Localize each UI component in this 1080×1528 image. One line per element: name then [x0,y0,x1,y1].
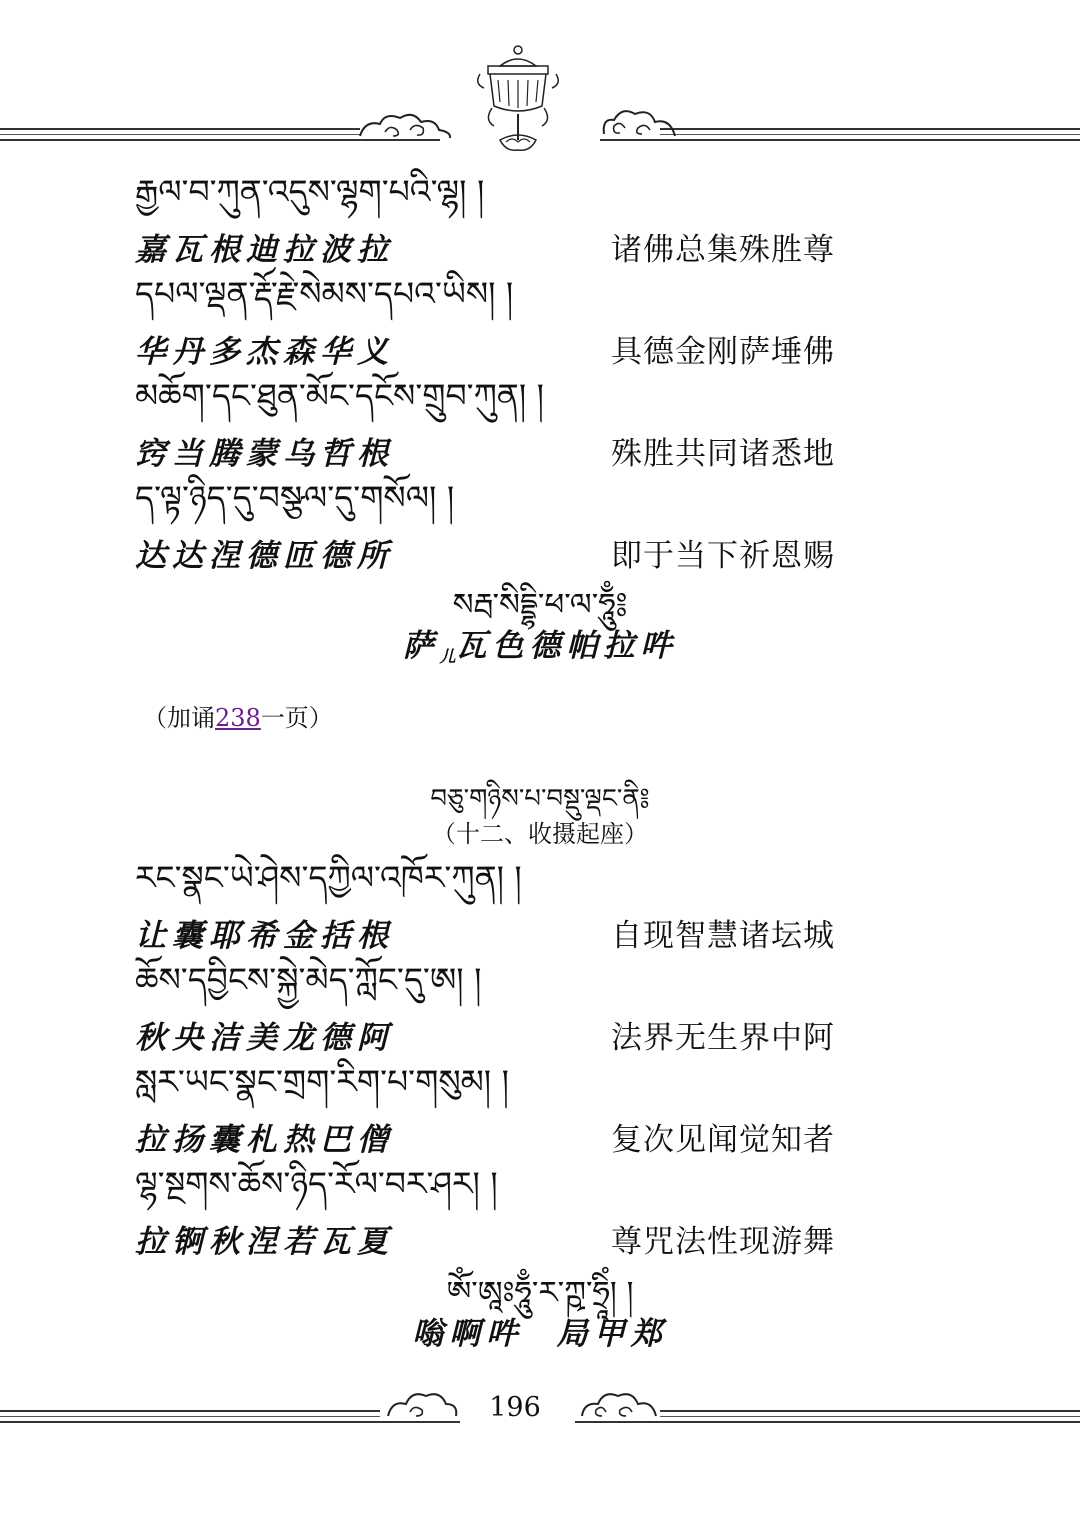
verse-line [135,1060,845,1162]
verse-line [135,374,845,476]
recitation-note [143,698,333,733]
tibetan-line: ད་ལྟ་ཉིད་དུ་བསྩལ་དུ་གསོལ། ། [135,478,455,517]
phonetic-line: 嘉瓦根迪拉波拉 [135,231,394,268]
page-number: 196 [489,1392,541,1423]
verse-line [135,170,845,272]
tibetan-line: སླར་ཡང་སྣང་གྲག་རིག་པ་གསུམ། ། [135,1062,509,1101]
note-prefix: （加诵 [143,704,215,732]
mantra-phonetic-small: 儿 [439,647,456,666]
phonetic-line: 拉锕秋涅若瓦夏 [135,1223,394,1260]
tibetan-line: ཆོས་དབྱིངས་སྐྱེ་མེད་ཀློང་དུ་ཨ། ། [135,960,482,999]
mantra-phonetic-post: 瓦色德帕拉吽 [455,628,678,664]
note-suffix: 一页） [260,704,333,732]
phonetic-line: 华丹多杰森华义 [135,333,394,370]
tibetan-line: ལྷ་སྔགས་ཆོས་ཉིད་རོལ་བར་ཤར། ། [135,1164,498,1203]
cloud-scroll-icon [355,108,455,144]
phonetic-line: 拉扬囊札热巴僧 [135,1121,394,1158]
cloud-scroll-icon [600,104,680,144]
phonetic-line: 窍当腾蒙乌哲根 [135,435,394,472]
mantra-tibetan: སརྦ་སིདྡྷི་ཕ་ལ་ཧཱུྃ༔ [452,587,628,623]
verse-line [135,476,845,578]
verse-line [135,958,845,1060]
victory-banner-icon [470,44,566,156]
chinese-translation: 法界无生界中阿 [611,1019,835,1056]
tibetan-line: རྒྱལ་བ་ཀུན་འདུས་ལྷག་པའི་ལྷ། ། [135,172,485,211]
closing-mantra-tibetan: ཨོཾ་ཨཱཿཧཱུྃ་ར་ཀྵ་ཧྲཱིཾ། ། [446,1275,634,1311]
mantra-phonetic [0,620,1080,667]
chinese-translation: 复次见闻觉知者 [611,1121,835,1158]
chinese-translation: 即于当下祈恩赐 [611,537,835,574]
verse-line [135,272,845,374]
tibetan-line: དཔལ་ལྡན་རྡོ་རྗེ་སེམས་དཔའ་ཡིས། ། [135,274,514,313]
verse-line [135,1162,845,1264]
verse-section-2 [135,856,845,1264]
phonetic-line: 达达涅德匝德所 [135,537,394,574]
page-link[interactable]: 238 [215,704,261,732]
section-title-tibetan: བཅུ་གཉིས་པ་བསྡུ་ལྡང་ནི༔ [430,784,650,814]
verse-section-1 [135,170,845,578]
mantra-phonetic-pre: 萨 [402,628,440,664]
chinese-translation: 具德金刚萨埵佛 [611,333,835,370]
chinese-translation: 殊胜共同诸悉地 [611,435,835,472]
section-title-chinese: （十二、收摄起座） [432,820,648,848]
closing-mantra-phonetic: 嗡啊吽 局甲郑 [412,1316,668,1352]
chinese-translation: 诸佛总集殊胜尊 [611,231,835,268]
chinese-translation: 尊咒法性现游舞 [611,1223,835,1260]
verse-line [135,856,845,958]
tibetan-line: མཆོག་དང་ཐུན་མོང་དངོས་གྲུབ་ཀུན། ། [135,376,544,415]
phonetic-line: 让囊耶希金括根 [135,917,394,954]
chinese-translation: 自现智慧诸坛城 [611,917,835,954]
phonetic-line: 秋央洁美龙德阿 [135,1019,394,1056]
tibetan-line: རང་སྣང་ཡེ་ཤེས་དཀྱིལ་འཁོར་ཀུན། ། [135,858,522,897]
